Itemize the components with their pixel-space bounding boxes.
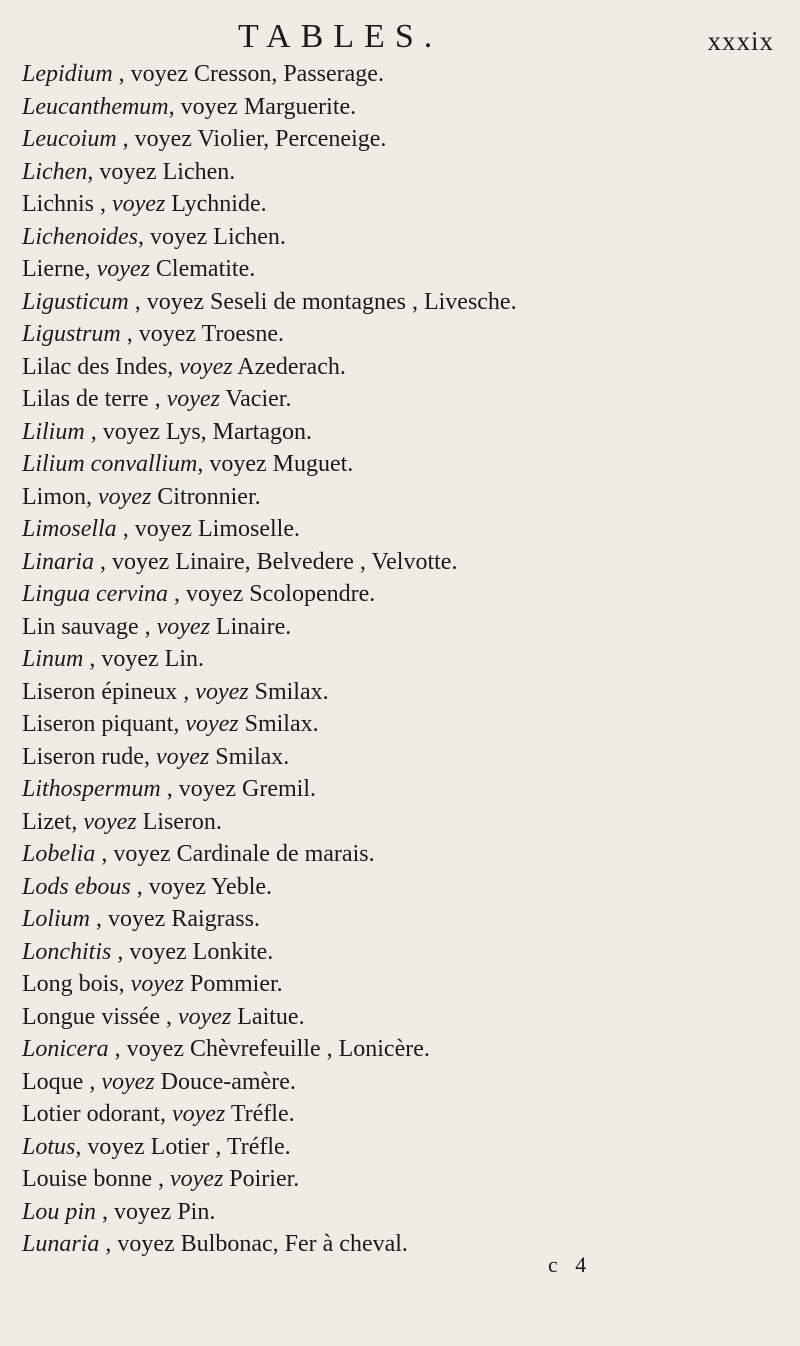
entry-voyez: voyez (99, 158, 157, 185)
entry-term: Ligustrum (22, 321, 121, 347)
index-entry (22, 286, 782, 319)
entry-separator: , (99, 1231, 118, 1257)
entry-voyez: voyez (130, 61, 188, 87)
entry-reference: Lichen. (156, 158, 236, 185)
entry-separator: , (138, 613, 157, 640)
entry-separator: , (177, 678, 196, 705)
index-entry (22, 221, 782, 254)
entry-term: Lobelia (22, 841, 96, 867)
entry-reference: Laitue. (231, 1003, 305, 1030)
entry-separator: , (118, 971, 131, 997)
index-entry (22, 871, 782, 904)
entry-voyez: voyez (87, 1133, 145, 1160)
entry-reference: Yeble. (206, 873, 273, 900)
entry-term: Lods ebous (22, 873, 131, 900)
entry-voyez: voyez (113, 841, 171, 867)
entry-separator: , (151, 1166, 170, 1192)
entry-term: Lunaria (22, 1231, 100, 1257)
entry-voyez: voyez (96, 256, 150, 282)
entry-reference: Linaire. (209, 613, 292, 640)
entry-reference: Pin. (171, 1198, 216, 1225)
entry-voyez: voyez (185, 711, 239, 737)
entry-separator: , (143, 743, 156, 770)
entry-separator: , (159, 1101, 172, 1127)
entry-voyez: voyez (185, 581, 244, 607)
entry-voyez: voyez (101, 646, 159, 672)
entry-reference: Cardinale de marais. (170, 841, 375, 867)
entry-separator: , (87, 158, 100, 185)
entry-voyez: voyez (169, 1166, 224, 1192)
entry-term: Lou pin (22, 1198, 97, 1225)
entry-voyez: voyez (171, 1101, 226, 1127)
index-entry (22, 1066, 782, 1099)
index-entry (22, 578, 782, 611)
entry-separator: , (75, 1133, 88, 1160)
entry-separator: , (148, 386, 167, 412)
entry-voyez: voyez (195, 678, 249, 705)
entry-term: Longue vissée (22, 1003, 160, 1030)
index-entry (22, 318, 782, 351)
entry-voyez: voyez (177, 1003, 232, 1030)
entry-term: Lonicera (22, 1036, 109, 1062)
entry-term: Linaria (22, 548, 95, 575)
entry-separator: , (111, 938, 130, 965)
entry-voyez: voyez (166, 386, 220, 412)
entry-separator: , (108, 1036, 127, 1062)
entry-separator: , (86, 483, 98, 510)
entry-separator: , (137, 223, 150, 250)
index-entry (22, 611, 782, 644)
entry-term: Lotus (22, 1133, 76, 1160)
entry-voyez: voyez (149, 223, 208, 250)
index-entry (22, 416, 782, 449)
entry-term: Leucoium (22, 126, 117, 152)
entry-separator: , (83, 1068, 102, 1095)
index-entry (22, 1033, 782, 1066)
entry-term: Lizet (22, 808, 72, 835)
entry-separator: , (128, 288, 147, 315)
entry-separator: , (71, 808, 84, 835)
index-entry (22, 806, 782, 839)
entry-reference: Smilax. (248, 678, 329, 705)
entry-voyez: voyez (134, 516, 192, 542)
entry-voyez: voyez (112, 191, 166, 217)
entry-voyez: voyez (178, 776, 236, 802)
index-entry (22, 1098, 782, 1131)
entry-separator: , (173, 711, 186, 737)
index-entry (22, 1228, 782, 1261)
entry-term: Lonchitis (22, 938, 112, 965)
entry-separator: , (197, 451, 210, 477)
entry-reference: Douce-amère. (154, 1068, 296, 1095)
entry-separator: , (120, 321, 139, 347)
entry-reference: Troesne. (196, 321, 285, 347)
entry-term: Long bois (22, 971, 119, 997)
index-entry (22, 903, 782, 936)
entry-voyez: voyez (155, 743, 210, 770)
index-entry (22, 58, 782, 91)
entry-term: Lepidium (22, 61, 113, 87)
entry-term: Lilium convallium (22, 451, 198, 477)
index-entry (22, 1001, 782, 1034)
entry-reference: Violier, Perceneige. (191, 126, 387, 152)
entry-separator: , (84, 256, 97, 282)
index-entry (22, 513, 782, 546)
entry-term: Linum (22, 646, 84, 672)
entry-reference: Seseli de montagnes , Livesche. (204, 288, 517, 315)
entry-voyez: voyez (179, 353, 233, 380)
entry-reference: Smilax. (209, 743, 290, 770)
index-entry (22, 383, 782, 416)
entry-term: Lin sauvage (22, 613, 139, 640)
index-entry (22, 968, 782, 1001)
entry-term: Limosella (22, 516, 117, 542)
entry-term: Limon (22, 483, 86, 510)
entry-reference: Clematite. (149, 256, 256, 282)
entry-term: Lierne (22, 256, 85, 282)
entry-term: Lichen (22, 158, 88, 185)
entry-voyez: voyez (98, 483, 152, 510)
entry-voyez: voyez (209, 451, 267, 477)
entry-separator: , (95, 841, 114, 867)
index-entry (22, 676, 782, 709)
entry-reference: Lys, Martagon. (160, 418, 312, 445)
entry-voyez: voyez (126, 1036, 184, 1062)
entry-separator: , (112, 61, 131, 87)
entry-reference: Vacier. (219, 386, 292, 412)
page-number: xxxix (707, 26, 774, 56)
index-entry (22, 838, 782, 871)
entry-separator: , (167, 581, 186, 607)
entry-separator: , (168, 93, 181, 120)
entry-voyez: voyez (156, 613, 210, 640)
index-entry (22, 351, 782, 384)
index-entry (22, 91, 782, 124)
index-entry (22, 123, 782, 156)
entry-voyez: voyez (112, 548, 170, 575)
entry-term: Loque (22, 1068, 84, 1095)
entry-term: Lolium (22, 906, 91, 932)
entry-term: Lilac des Indes (22, 353, 168, 380)
entry-term: Lichnis (22, 191, 94, 217)
entry-reference: Marguerite. (237, 93, 357, 120)
entry-voyez: voyez (129, 938, 187, 965)
index-entry (22, 481, 782, 514)
entry-reference: Linaire, Belvedere , Velvotte. (169, 548, 458, 575)
index-entry (22, 643, 782, 676)
entry-voyez: voyez (180, 93, 238, 120)
entry-term: Lotier odorant (22, 1101, 160, 1127)
entry-term: Lithospermum (22, 776, 161, 802)
index-entry (22, 188, 782, 221)
entry-reference: Citronnier. (151, 483, 261, 510)
entry-voyez: voyez (83, 808, 137, 835)
index-entry (22, 253, 782, 286)
entry-reference: Cresson, Passerage. (187, 61, 384, 87)
entry-term: Lilas de terre (22, 386, 149, 412)
entry-reference: Lichen. (207, 223, 286, 250)
index-entry (22, 1163, 782, 1196)
entry-voyez: voyez (138, 321, 197, 347)
entry-term: Liseron épineux (22, 678, 178, 705)
entry-voyez: voyez (108, 906, 166, 932)
entry-reference: Liseron. (136, 808, 222, 835)
entry-reference: Smilax. (238, 711, 319, 737)
running-title: TABLES. (238, 18, 443, 55)
entry-reference: Muguet. (266, 451, 354, 477)
index-entry (22, 546, 782, 579)
entry-term: Ligusticum (22, 288, 129, 315)
entry-separator: , (116, 516, 135, 542)
entry-separator: , (116, 126, 135, 152)
signature-mark: c 4 (548, 1252, 593, 1277)
entry-term: Lilium (22, 418, 85, 445)
entry-reference: Lotier , Tréfle. (144, 1133, 291, 1160)
index-entry-list (22, 58, 782, 1261)
entry-separator: , (90, 906, 109, 932)
entry-voyez: voyez (102, 418, 160, 445)
entry-voyez: voyez (134, 126, 192, 152)
entry-term: Lichenoides (22, 223, 138, 250)
index-entry (22, 1196, 782, 1229)
index-entry (22, 1131, 782, 1164)
entry-voyez: voyez (117, 1231, 175, 1257)
entry-reference: Poirier. (223, 1166, 300, 1192)
entry-separator: , (96, 1198, 115, 1225)
entry-reference: Gremil. (236, 776, 316, 802)
entry-term: Leucanthemum (22, 93, 169, 120)
entry-separator: , (94, 191, 112, 217)
entry-reference: Pommier. (183, 971, 283, 997)
entry-term: Liseron rude (22, 743, 144, 770)
entry-reference: Limoselle. (192, 516, 300, 542)
entry-reference: Scolopendre. (243, 581, 376, 607)
index-entry (22, 448, 782, 481)
entry-separator: , (130, 873, 149, 900)
entry-reference: Lychnide. (165, 191, 267, 217)
entry-voyez: voyez (114, 1198, 172, 1225)
entry-reference: Raigrass. (165, 906, 260, 932)
index-entry (22, 741, 782, 774)
entry-separator: , (167, 353, 180, 380)
index-entry (22, 156, 782, 189)
entry-reference: Tréfle. (225, 1101, 295, 1127)
entry-voyez: voyez (130, 971, 184, 997)
index-entry (22, 708, 782, 741)
entry-separator: , (159, 1003, 178, 1030)
entry-term: Lingua cervina (22, 581, 168, 607)
entry-separator: , (84, 418, 103, 445)
entry-separator: , (94, 548, 113, 575)
entry-reference: Azederach. (232, 353, 346, 380)
entry-reference: Chèvrefeuille , Lonicère. (183, 1036, 430, 1062)
entry-separator: , (83, 646, 102, 672)
entry-voyez: voyez (101, 1068, 155, 1095)
entry-reference: Lonkite. (186, 938, 274, 965)
entry-term: Louise bonne (22, 1166, 152, 1192)
index-entry (22, 773, 782, 806)
entry-voyez: voyez (146, 288, 204, 315)
entry-term: Liseron piquant (22, 711, 174, 737)
entry-reference: Lin. (158, 646, 204, 672)
entry-separator: , (160, 776, 179, 802)
entry-voyez: voyez (148, 873, 206, 900)
index-entry (22, 936, 782, 969)
page-header (0, 14, 800, 64)
entry-reference: Bulbonac, Fer à cheval. (174, 1231, 408, 1257)
